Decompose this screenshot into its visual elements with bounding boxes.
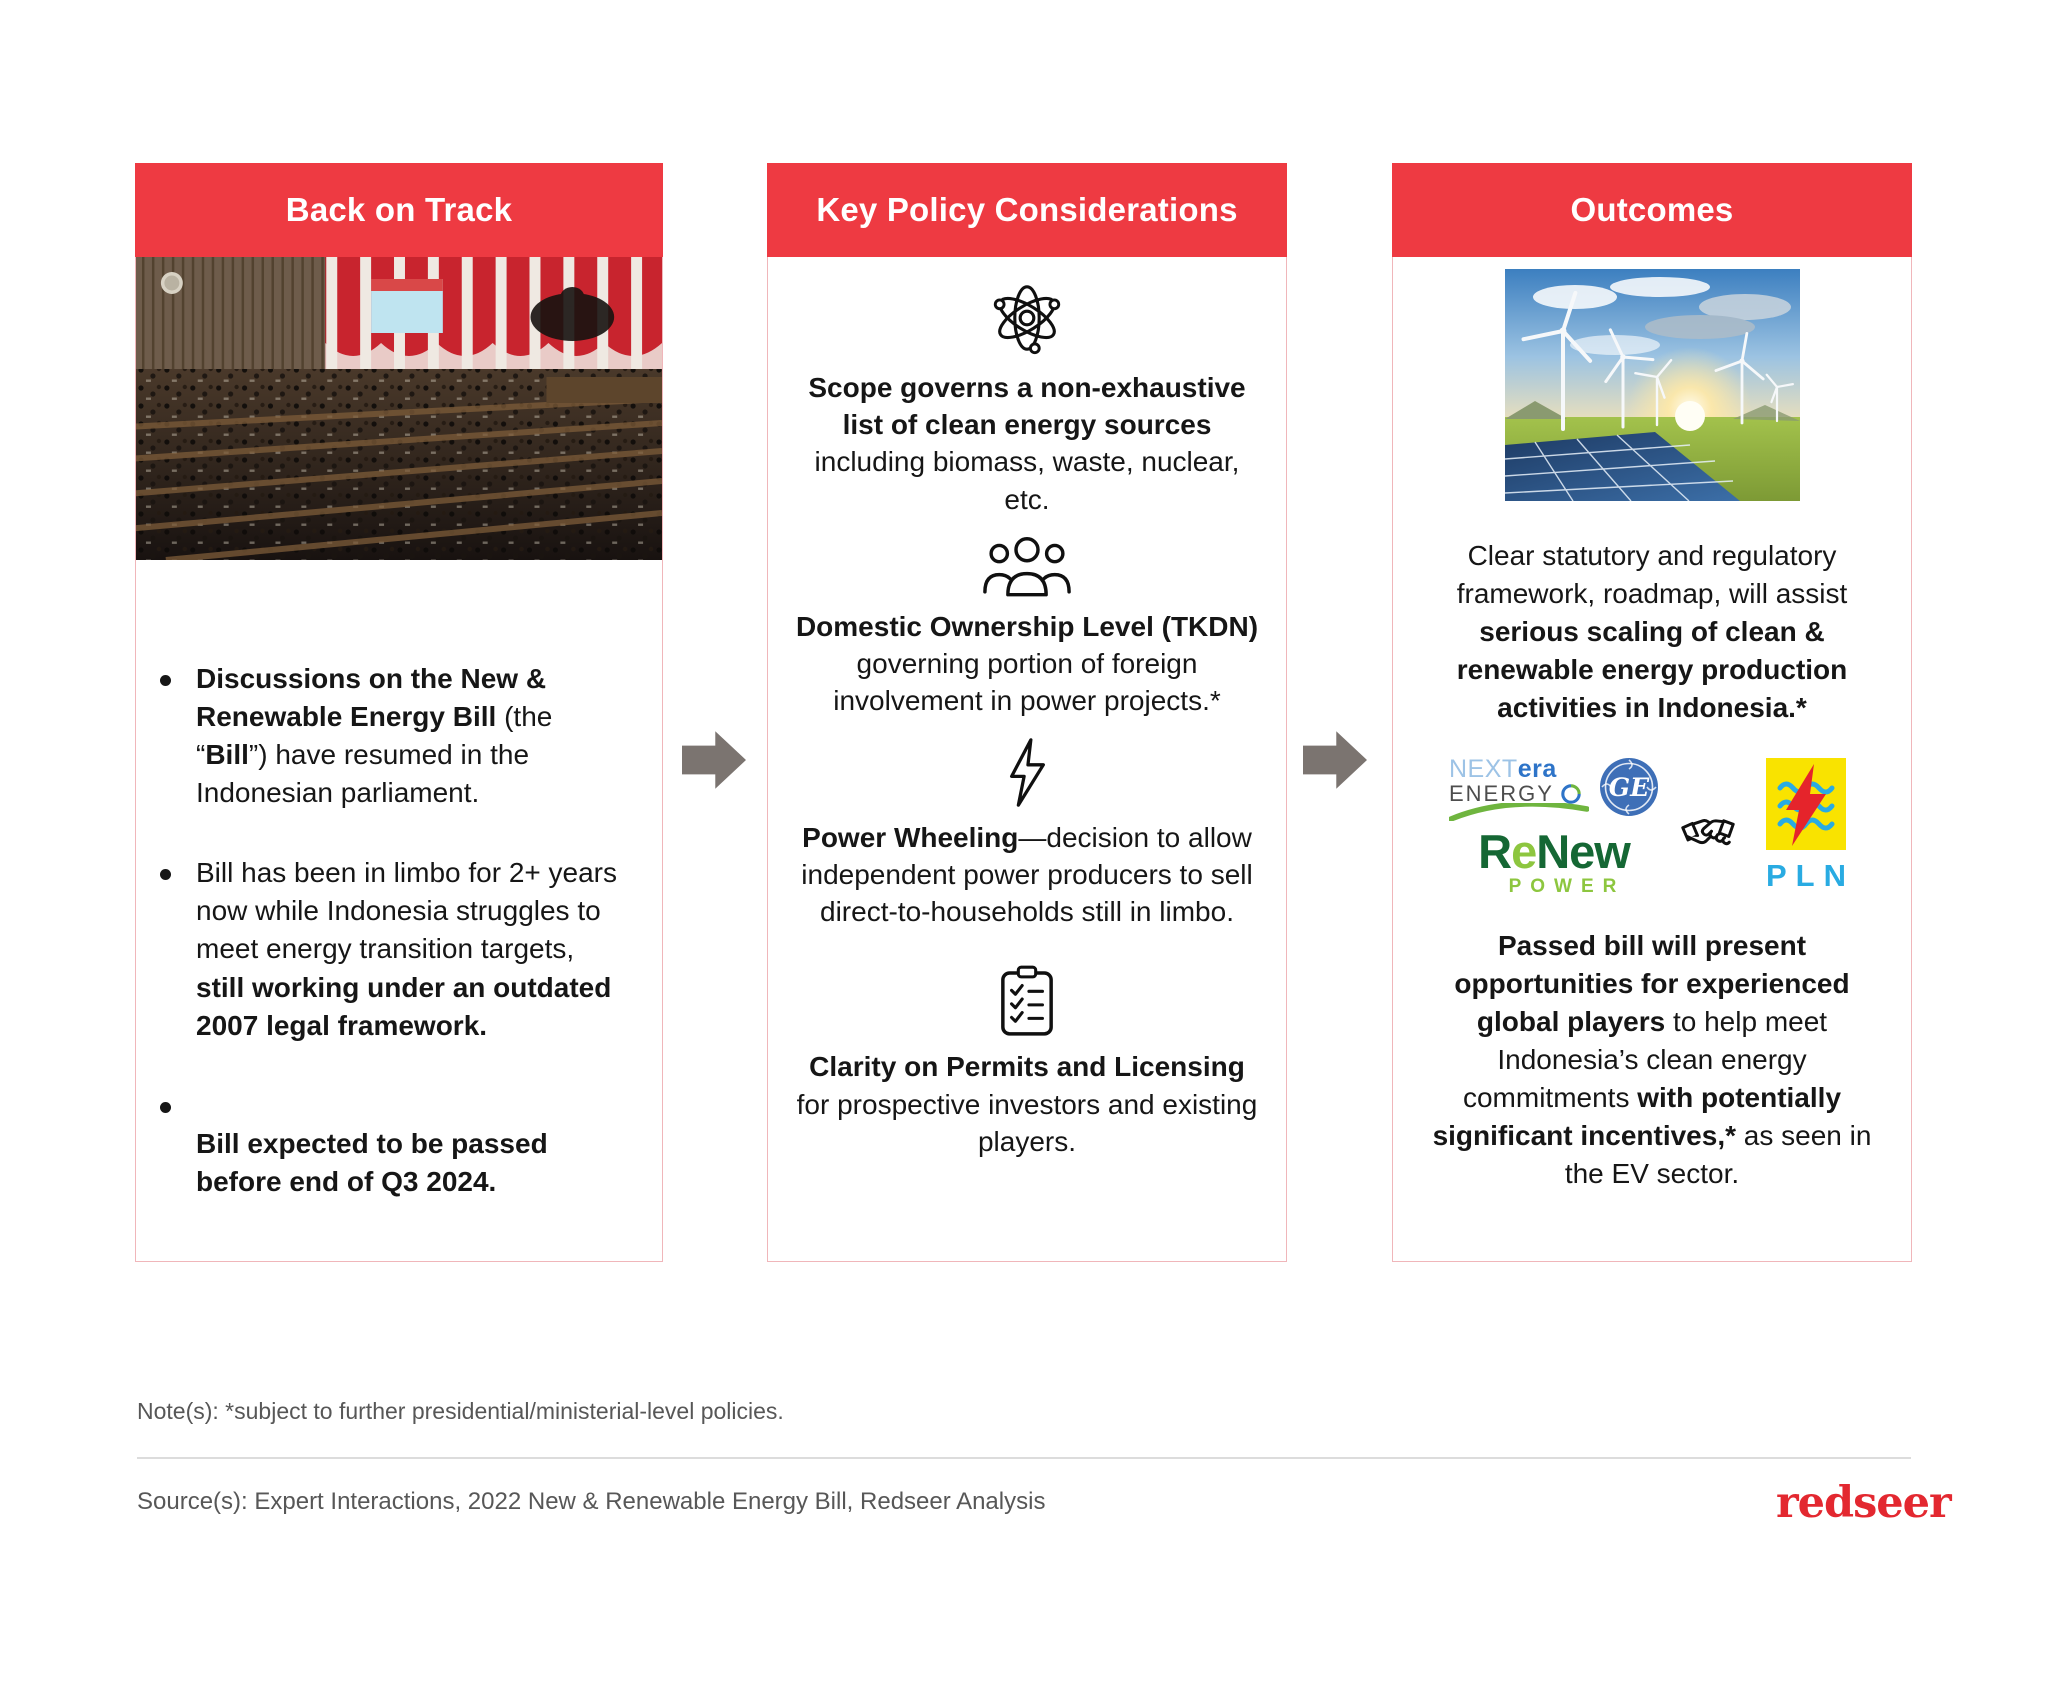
bullet-dot [160, 869, 171, 880]
flow-arrow-icon [1303, 730, 1367, 790]
renewables-photo [1505, 269, 1800, 501]
nextera-swoosh-icon [1449, 803, 1589, 821]
bullet-text: Bill expected to be passed before end of Q3 2024. [196, 1127, 556, 1197]
bullet-text: Bill has been in limbo for 2+ years now while Indonesia struggles to meet energy transition targets, still working under an outdated 2007 legal framework. [196, 857, 625, 1041]
atom-icon [986, 277, 1068, 359]
column-outcomes [1392, 163, 1912, 1262]
bullet-item [160, 660, 622, 812]
column-header [135, 163, 663, 257]
bullet-text: Discussions on the New & Renewable Energy Bill (the “Bill”) have resumed in the Indonesian parliament. [196, 663, 561, 809]
ge-monogram-text: GE [1608, 773, 1650, 803]
source-text: Source(s): Expert Interactions, 2022 New & Renewable Energy Bill, Redseer Analysis [137, 1488, 1046, 1515]
nextera-logo-energy-text: ENERGY [1449, 780, 1554, 806]
bullet-dot [160, 675, 171, 686]
ge-logo [1599, 757, 1659, 817]
column-title: Key Policy Considerations [816, 191, 1238, 228]
pln-logo-text: PLN [1766, 858, 1855, 894]
nextera-logo-text-bold: era [1517, 755, 1557, 784]
column-body [767, 257, 1287, 1262]
pln-emblem-icon [1766, 758, 1846, 850]
nextera-swirl-icon [1561, 784, 1581, 804]
partner-logos [1393, 755, 1911, 897]
policy-item-text: Power Wheeling—decision to allow independent power producers to sell direct-to-households still in limbo. [801, 821, 1253, 928]
clipboard-icon [999, 964, 1055, 1038]
column-body [135, 257, 663, 1262]
policy-item-scope [768, 277, 1286, 518]
people-icon [983, 534, 1071, 598]
flow-arrow-icon [682, 730, 746, 790]
policy-item-text: Clarity on Permits and Licensing for prospective investors and existing players. [796, 1051, 1258, 1157]
bullet-item [160, 1087, 622, 1201]
bullet-list [136, 660, 662, 1201]
renew-power-logo [1478, 825, 1630, 897]
bolt-icon [1002, 736, 1052, 809]
column-title: Outcomes [1570, 191, 1734, 228]
renew-letter-light: e [1511, 825, 1537, 879]
policy-item-tkdn [768, 534, 1286, 720]
bullet-dot [160, 1102, 171, 1113]
redseer-logo: redseer [1776, 1478, 1951, 1528]
column-body [1392, 257, 1912, 1262]
bullet-item [160, 854, 625, 1044]
renew-letters: New [1536, 825, 1630, 879]
pln-logo [1757, 758, 1855, 894]
parliament-photo [136, 257, 662, 560]
logos-left-group [1449, 755, 1659, 897]
policy-item-text: Domestic Ownership Level (TKDN) governing portion of foreign involvement in power projects.* [795, 610, 1259, 717]
policy-item-power-wheeling [768, 736, 1286, 931]
column-key-policy [767, 163, 1287, 1262]
policy-item-permits [768, 964, 1286, 1160]
notes-text: Note(s): *subject to further presidential/ministerial-level policies. [137, 1398, 784, 1424]
column-header [767, 163, 1287, 257]
column-title: Back on Track [285, 191, 513, 228]
column-header [1392, 163, 1912, 257]
footer-divider [137, 1457, 1911, 1459]
nextera-logo-text-light: NEXT [1449, 755, 1518, 784]
handshake-icon [1679, 813, 1737, 853]
nextera-energy-logo [1449, 757, 1589, 821]
renew-power-subtext: POWER [1508, 875, 1626, 897]
renew-letter: R [1478, 825, 1512, 879]
outcomes-paragraph-bottom: Passed bill will present opportunities for experienced global players to help meet Indonesia’s clean energy commitments with potentially significant incentives,* as seen in the EV sector. [1432, 929, 1872, 1190]
column-back-on-track [135, 163, 663, 1262]
outcomes-paragraph-top: Clear statutory and regulatory framework, roadmap, will assist serious scaling of clean & renewable energy production activities in Indonesia.* [1456, 540, 1848, 724]
policy-item-text: Scope governs a non-exhaustive list of clean energy sources including biomass, waste, nuclear, etc. [808, 372, 1246, 515]
